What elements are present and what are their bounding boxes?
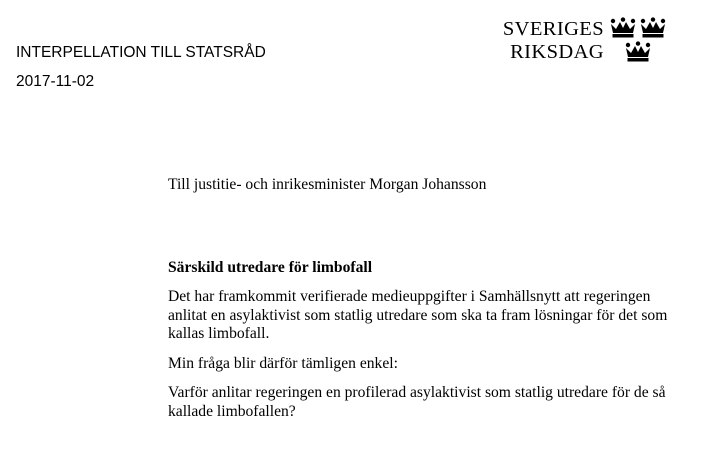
document-type: INTERPELLATION TILL STATSRÅD xyxy=(16,44,266,61)
subject-heading: Särskild utredare för limbofall xyxy=(168,259,373,276)
logo-text-riksdag: RIKSDAG xyxy=(510,41,604,63)
document-date: 2017-11-02 xyxy=(16,73,95,90)
paragraph: Varför anlitar regeringen en profilerad asylaktivist som statlig utredare för de så kallade limbofallen? xyxy=(168,384,666,420)
paragraph: Det har framkommit verifierade medieuppgifter i Samhällsnytt att regeringen anlitat en asylaktivist som statlig utredare som ska ta fram lösningar för det som kallas limbofall. xyxy=(168,288,668,342)
paragraph: Min fråga blir därför tämligen enkel: xyxy=(168,355,398,372)
crown-icon xyxy=(640,17,666,39)
crown-icon xyxy=(610,17,636,39)
addressee: Till justitie- och inrikesminister Morgan Johansson xyxy=(168,176,487,193)
riksdag-logo xyxy=(496,12,676,68)
logo-text-sveriges: SVERIGES xyxy=(502,18,604,40)
crown-icon xyxy=(625,41,651,63)
